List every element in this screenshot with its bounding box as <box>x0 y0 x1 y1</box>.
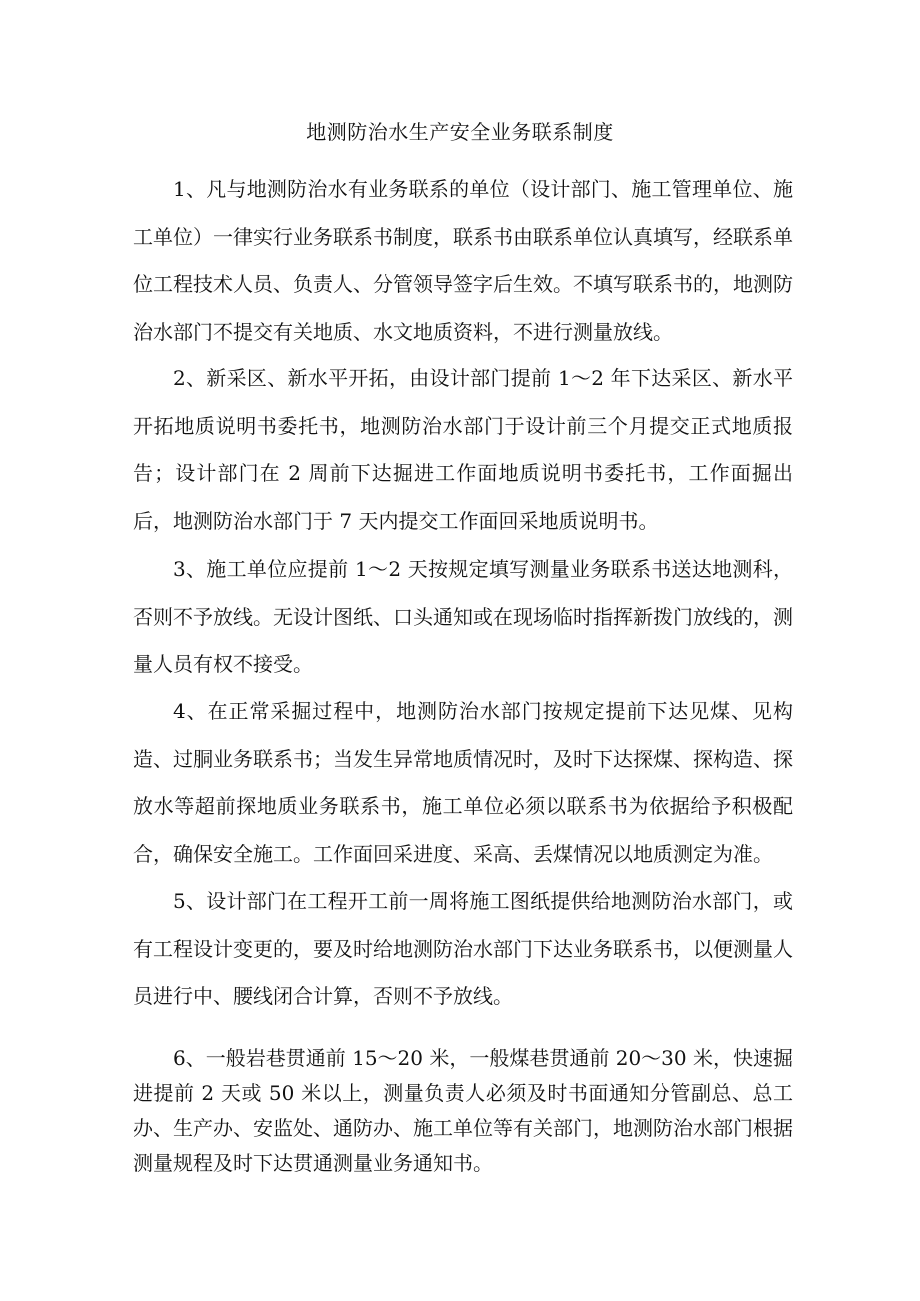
paragraph-1: 1、凡与地测防治水有业务联系的单位（设计部门、施工管理单位、施工单位）一律实行业务联系书制度，联系书由联系单位认真填写，经联系单位工程技术人员、负责人、分管领导签字后生效。不填写联系书的，地测防治水部门不提交有关地质、水文地质资料，不进行测量放线。 <box>133 177 793 344</box>
paragraph-2: 2、新采区、新水平开拓，由设计部门提前 1～2 年下达采区、新水平开拓地质说明书委托书，地测防治水部门于设计前三个月提交正式地质报告；设计部门在 2 周前下达掘进工作面地质说明书委托书，工作面掘出后，地测防治水部门于 7 天内提交工作面回采地质说明书。 <box>133 366 793 533</box>
paragraph-5: 5、设计部门在工程开工前一周将施工图纸提供给地测防治水部门，或有工程设计变更的，要及时给地测防治水部门下达业务联系书，以便测量人员进行中、腰线闭合计算，否则不予放线。 <box>133 889 793 1008</box>
paragraph-6: 6、一般岩巷贯通前 15～20 米，一般煤巷贯通前 20～30 米，快速掘进提前 2 天或 50 米以上，测量负责人必须及时书面通知分管副总、总工办、生产办、安监处、通防办、施工单位等有关部门，地测防治水部门根据测量规程及时下达贯通测量业务通知书。 <box>133 1046 793 1175</box>
paragraph-4: 4、在正常采掘过程中，地测防治水部门按规定提前下达见煤、见构造、过胴业务联系书；当发生异常地质情况时，及时下达探煤、探构造、探放水等超前探地质业务联系书，施工单位必须以联系书为依据给予积极配合，确保安全施工。工作面回采进度、采高、丢煤情况以地质测定为准。 <box>133 699 793 866</box>
document-title: 地测防治水生产安全业务联系制度 <box>306 120 614 144</box>
paragraph-3: 3、施工单位应提前 1～2 天按规定填写测量业务联系书送达地测科，否则不予放线。无设计图纸、口头通知或在现场临时指挥新拨门放线的，测量人员有权不接受。 <box>133 557 793 676</box>
